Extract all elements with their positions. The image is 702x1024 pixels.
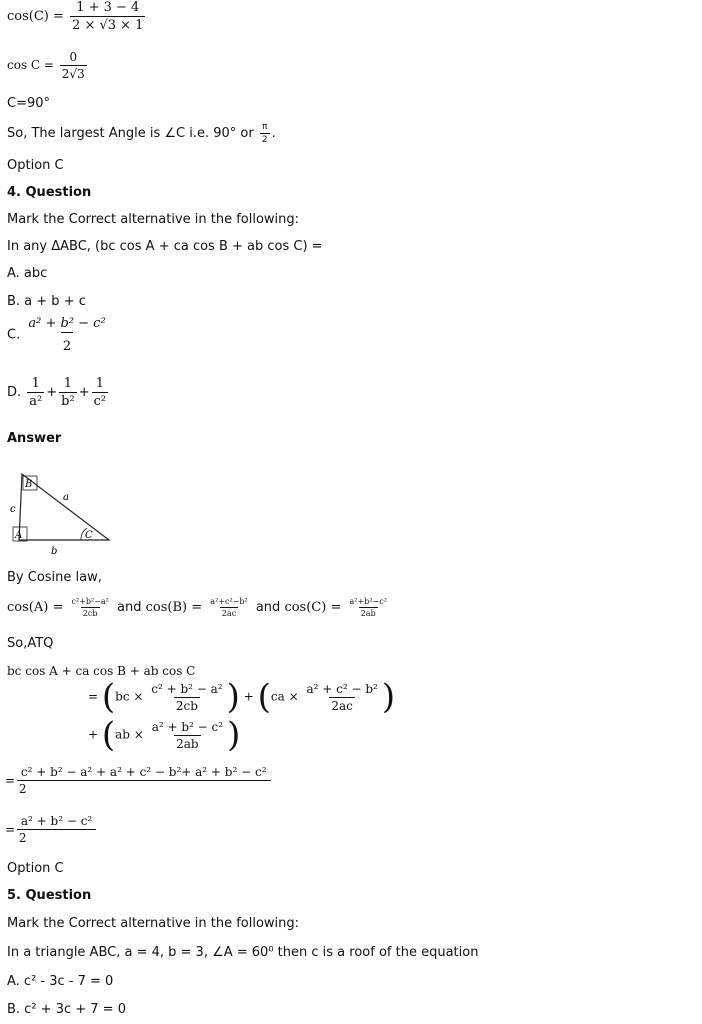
fraction-numerator: 1 — [95, 376, 105, 391]
equals-sign: = — [5, 822, 16, 837]
fraction-denominator: c² — [93, 394, 107, 409]
right-paren: ) — [381, 677, 396, 717]
q4-heading: 4. Question — [7, 185, 92, 200]
option-label: D. — [7, 385, 22, 400]
derivation-step-1 — [88, 677, 396, 717]
ca-term: ca × — [270, 689, 299, 704]
fraction-1-over-a2 — [27, 376, 44, 409]
plus-sign: + — [46, 385, 58, 400]
fraction-numerator: a² + b² − c² — [28, 316, 106, 331]
side-b-label: b — [51, 546, 58, 557]
left-paren: ( — [101, 677, 116, 717]
pi-over-2 — [260, 122, 270, 145]
cos-c-fraction — [348, 597, 389, 618]
fraction — [70, 0, 145, 33]
fraction-denominator: 2 — [61, 332, 73, 354]
ab-fraction — [150, 720, 225, 751]
ab-term: ab × — [115, 727, 144, 742]
eq-lhs: cos C = — [7, 58, 54, 72]
q4-instruction: Mark the Correct alternative in the following: — [7, 212, 300, 227]
fraction-numerator: 1 — [63, 376, 73, 391]
fraction-numerator: c² + b² − a² — [151, 681, 223, 696]
sum-fraction — [19, 765, 269, 796]
vertex-c-label: C — [85, 530, 93, 541]
q4-option: Option C — [7, 861, 64, 876]
fraction-1-over-c2 — [92, 376, 109, 409]
cos-a-lhs: cos(A) = — [7, 600, 64, 615]
q4-option-b: B. a + b + c — [7, 294, 86, 309]
fraction-numerator: a²+c²−b² — [210, 597, 248, 606]
derivation-step-3 — [5, 765, 271, 796]
q3-option: Option C — [7, 158, 64, 173]
cos-b-fraction — [208, 597, 249, 618]
atq-label: So,ATQ — [7, 636, 54, 651]
cosine-law-intro: By Cosine law, — [7, 570, 102, 585]
expression-lhs: bc cos A + ca cos B + ab cos C — [7, 664, 196, 678]
fraction-numerator: 0 — [69, 50, 78, 64]
largest-angle-statement — [7, 122, 276, 145]
fraction-denominator: 2 — [261, 135, 268, 145]
right-paren: ) — [226, 677, 240, 717]
c-value: C=90° — [7, 96, 51, 111]
bc-term: bc × — [115, 689, 144, 704]
ca-fraction — [304, 682, 379, 713]
cos-a-fraction — [69, 597, 110, 618]
fraction-numerator: c²+b²−a² — [71, 597, 109, 606]
q5-stem: In a triangle ABC, a = 4, b = 3, ∠A = 60⁰ then c is a roof of the equation — [7, 945, 479, 960]
right-paren: ) — [227, 715, 241, 755]
fraction-denominator: 2cb — [82, 609, 98, 618]
plus-sign: + — [243, 689, 254, 704]
q4-option-c — [7, 316, 110, 354]
fraction-denominator: 2ac — [331, 698, 353, 713]
fraction-numerator: a² + b² − c² — [151, 719, 224, 734]
fraction-denominator: a² — [29, 394, 43, 409]
side-c-label: c — [10, 504, 16, 515]
statement-text: So, The largest Angle is ∠C i.e. 90° or — [7, 126, 254, 141]
cos-c-equation-1 — [7, 0, 147, 33]
fraction-numerator: a²+b²−c² — [349, 597, 387, 606]
left-paren: ( — [101, 715, 116, 755]
plus-sign: + — [88, 727, 99, 742]
equals-sign: = — [5, 773, 16, 788]
q5-heading: 5. Question — [7, 888, 92, 903]
fraction-numerator: π — [262, 122, 268, 132]
fraction-denominator: 2ab — [360, 609, 376, 618]
eq-lhs: cos(C) = — [7, 9, 64, 24]
fraction-numerator: a² + c² − b² — [306, 681, 378, 696]
left-paren: ( — [257, 677, 271, 717]
fraction-denominator: 2 × √3 × 1 — [72, 18, 144, 33]
fraction — [26, 316, 107, 354]
equals-sign: = — [88, 689, 99, 704]
cos-c-equation-2 — [7, 50, 89, 81]
period: . — [271, 126, 276, 141]
cosine-law-formulas — [7, 597, 391, 618]
fraction-numerator: c² + b² − a² + a² + c² − b²+ a² + b² − c² — [20, 765, 267, 779]
option-label: C. — [7, 327, 21, 343]
fraction-denominator: 2 — [17, 829, 96, 845]
derivation-step-4 — [5, 814, 96, 845]
fraction-denominator: 2ac — [221, 609, 237, 618]
vertex-a-label: A — [15, 530, 23, 541]
fraction — [60, 50, 87, 81]
q4-option-d — [7, 376, 110, 409]
q5-instruction: Mark the Correct alternative in the following: — [7, 916, 300, 931]
result-fraction — [19, 814, 94, 845]
fraction-1-over-b2 — [59, 376, 77, 409]
triangle-diagram — [7, 470, 117, 560]
vertex-b-label: B — [25, 479, 33, 490]
and-word: and — [255, 600, 281, 615]
q5-option-b: B. c² + 3c + 7 = 0 — [7, 1002, 126, 1017]
plus-sign: + — [78, 385, 90, 400]
bc-fraction — [149, 682, 224, 713]
side-a-label: a — [63, 492, 69, 503]
fraction-denominator: 2ab — [176, 736, 199, 751]
q4-option-a: A. abc — [7, 266, 48, 281]
fraction-numerator: a² + b² − c² — [20, 814, 93, 828]
fraction-numerator: 1 — [31, 376, 40, 391]
q5-option-a: A. c² - 3c - 7 = 0 — [7, 974, 114, 989]
cos-c-lhs: cos(C) = — [284, 600, 342, 615]
fraction-denominator: 2 — [17, 780, 271, 796]
q4-stem: In any ΔABC, (bc cos A + ca cos B + ab cos C) = — [7, 239, 323, 254]
fraction-denominator: b² — [61, 394, 75, 409]
triangle-shape — [19, 474, 109, 540]
derivation-step-2 — [88, 715, 241, 755]
fraction-denominator: 2cb — [175, 698, 198, 713]
fraction-numerator: 1 + 3 − 4 — [76, 0, 140, 15]
cos-b-lhs: cos(B) = — [145, 600, 203, 615]
answer-label: Answer — [7, 431, 62, 446]
and-word: and — [117, 600, 142, 615]
fraction-denominator: 2√3 — [61, 67, 85, 81]
